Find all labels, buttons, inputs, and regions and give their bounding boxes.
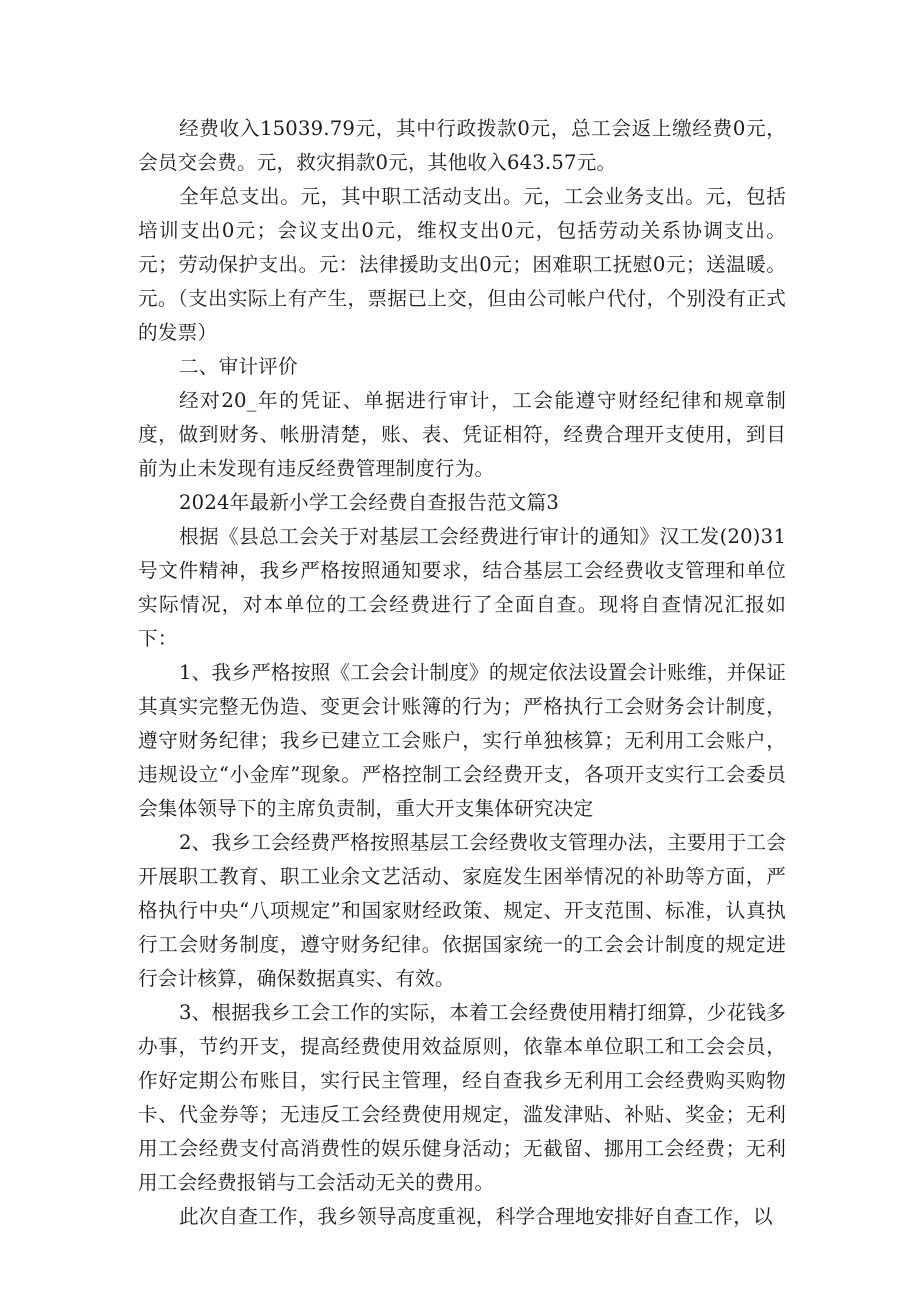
paragraph-audit-result: 经对20_年的凭证、单据进行审计，工会能遵守财经纪律和规章制度，做到财务、帐册清楚，账、表、凭证相符，经费合理开支使用，到目前为止未发现有违反经费管理制度行为。 [138,389,786,480]
paragraph-expenditure: 全年总支出。元，其中职工活动支出。元，工会业务支出。元，包括培训支出0元；会议支出0元，维权支出0元，包括劳动关系协调支出。元；劳动保护支出。元：法律援助支出0元；困难职工抚慰0元；送温暖。元。（支出实际上有产生，票据已上交，但由公司帐户代付，个别没有正式的发票） [138,185,786,344]
paragraph-item-1: 1、我乡严格按照《工会会计制度》的规定依法设置会计账维，并保证其真实完整无伪造、变更会计账簿的行为；严格执行工会财务会计制度，遵守财务纪律；我乡已建立工会账户，实行单独核算；无利用工会账户，违规设立“小金库”现象。严格控制工会经费开支，各项开支实行工会委员会集体领导下的主席负责制，重大开支集体研究决定 [138,661,786,820]
paragraph-item-3: 3、根据我乡工会工作的实际，本着工会经费使用精打细算，少花钱多办事，节约开支，提高经费使用效益原则，依靠本单位职工和工会会员，作好定期公布账目，实行民主管理，经自查我乡无利用工会经费购买购物卡、代金券等；无违反工会经费使用规定，滥发津贴、补贴、奖金；无利用工会经费支付高消费性的娱乐健身活动；无截留、挪用工会经费；无利用工会经费报销与工会活动无关的费用。 [138,1001,786,1194]
paragraph-income: 经费收入15039.79元，其中行政拨款0元，总工会返上缴经费0元，会员交会费。元，救灾捐款0元，其他收入643.57元。 [138,117,786,174]
section-heading-audit-evaluation: 二、审计评价 [179,355,298,378]
paragraph-intro: 根据《县总工会关于对基层工会经费进行审计的通知》汉工发(20)31号文件精神，我乡严格按照通知要求，结合基层工会经费收支管理和单位实际情况，对本单位的工会经费进行了全面自查。现将自查情况汇报如下： [138,525,786,650]
document-page [138,112,786,1234]
paragraph-closing: 此次自查工作，我乡领导高度重视，科学合理地安排好自查工作，以 [179,1205,773,1228]
paragraph-item-2: 2、我乡工会经费严格按照基层工会经费收支管理办法，主要用于工会开展职工教育、职工业余文艺活动、家庭发生困举情况的补助等方面，严格执行中央“八项规定”和国家财经政策、规定、开支范围、标准，认真执行工会财务制度，遵守财务纪律。依据国家统一的工会会计制度的规定进行会计核算，确保数据真实、有效。 [138,831,786,990]
article-title: 2024年最新小学工会经费自查报告范文篇3 [179,491,560,514]
